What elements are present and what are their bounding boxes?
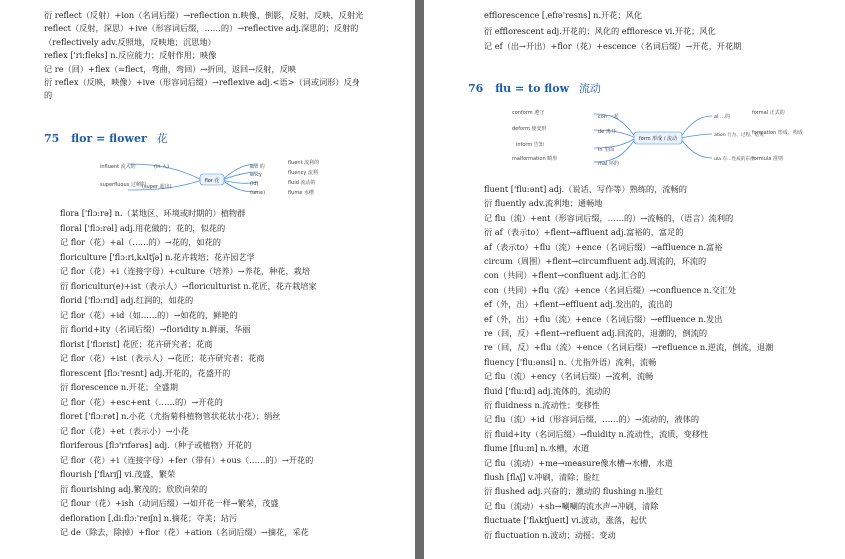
mindmap-right-5: formula 准则 — [752, 156, 783, 162]
text-line: reflect（反射，深思）+ive（形容词后缀，……的）→reflective adj.深思的；反射的 — [44, 23, 359, 34]
right-page — [424, 0, 845, 559]
text-line: flush [flʌʃ] v.冲刷，清除；脸红 — [484, 472, 600, 482]
text-line: 衍 fluently adv.流利地；通畅地 — [484, 198, 603, 209]
mindmap-left-1: deform 使变形 — [512, 126, 547, 132]
mindmap-left-3: (super 超出) — [142, 184, 172, 190]
text-line: 衍 reflect（反射）+ion（名词后缀）→reflection n.映像，倒影，反射，反映，反射光 — [44, 10, 364, 20]
text-line: efflorescence [ˌefɪə'resns] n.开花；风化 — [484, 10, 642, 20]
text-line: flora ['flɔ:rə] n.（某地区、环境或时期的）植物群 — [60, 208, 246, 218]
text-line: floret ['flɔ:rət] n.小花（尤指菊科植物管状花状小花）；绢丝 — [60, 411, 281, 421]
mindmap-right-3: formal 正式的 — [752, 110, 785, 116]
text-line: flourish ['flʌrɪʃ] vi.茂盛，繁荣 — [60, 469, 176, 479]
text-line: 衍 flourishing adj.繁茂的；欣欣向荣的 — [60, 483, 208, 494]
mindmap-left-0: influent 流入的 — [100, 164, 136, 170]
mindmap-center: flor 花 — [204, 178, 220, 184]
text-line: （reflectively adv.反照地，反映地；沉思地） — [44, 36, 216, 47]
text-line: fluctuate ['flʌktʃueɪt] vi.波动，涨落，起伏 — [484, 515, 647, 526]
mindmap-left-1: superfluous 过剩的 — [100, 182, 146, 188]
text-line: ef（外，出）+flent→effluent adj.发出的，流出的 — [484, 299, 673, 310]
text-line: fluent ['flu:ənt] adj.（说话、写作等）熟练的，流畅的 — [484, 184, 687, 194]
mindmap-right-1: ation 行为、过程、结果 — [714, 133, 764, 138]
text-line: reflex ['ri:fleks] n.反应能力；反射作用；映像 — [44, 50, 217, 61]
text-line: af（表示to）+flu（流）+ence（名词后缀）→affluence n.富裕 — [484, 241, 723, 252]
text-line: 记 flor（花）+ist（表示人）→花匠；花卉研究者；花商 — [60, 353, 265, 363]
mindmap-right-1: ency — [250, 172, 262, 178]
text-line: 衍 fluidness n.流动性；变移性 — [484, 400, 600, 410]
section-number: 76 — [468, 82, 484, 95]
text-line: 记 flu（流）+ency（名词后缀）→流利，流畅 — [484, 371, 654, 382]
mindmap-right-5: fluency 流利 — [288, 170, 318, 176]
text-line: 记 flor（花）+et（表示小）→小花 — [60, 425, 189, 436]
text-line: 衍 florescence n.开花；全盛期 — [60, 382, 178, 392]
flor-mindmap — [98, 158, 358, 202]
text-line: floriferous [flɔ'rɪfərəs] adj.（种子或植物）开花的 — [60, 440, 252, 450]
text-line: 衍 floricultur(e)+ist（表示人）→floriculturist n.花匠，花卉栽培家 — [60, 280, 317, 291]
text-line: 记 flor（花）+i（连接字母）+culture（培养）→养花，种花，栽培 — [60, 266, 311, 276]
text-line: ef（外，出）+flu（流）+ence（名词后缀）→effluence n.发出 — [484, 313, 723, 324]
mindmap-right-0: al …的 — [714, 114, 731, 120]
left-page — [0, 0, 415, 559]
mindmap-right-2: (id) — [250, 181, 259, 187]
mindmap-right-3: (ume) — [250, 190, 266, 196]
text-line: 衍 af（表示to）+flent→affluent adj.富裕的，富足的 — [484, 227, 684, 238]
mindmap-left-6: in 里面 — [598, 147, 615, 153]
text-line: floral ['flɔ:rəl] adj.用花做的；花的，似花的 — [60, 222, 226, 233]
text-line: circum（周围）+flent→circumfluent adj.周流的，环流的 — [484, 256, 707, 266]
mindmap-right-2: ula 有…性质的东西 — [714, 157, 755, 162]
text-line: 衍 reflex（反映，映像）+ive（形容词后缀）→reflexive adj.<语>（词或词形）反身 — [44, 77, 360, 87]
text-line: 衍 efflorescent adj.开花的；风化的 effloresce vi.开花；风化 — [484, 25, 716, 36]
text-line: 记 flu（流动）+sh→唰唰的流水声→冲刷，清除 — [484, 500, 659, 511]
mindmap-right-4: fluent 流利的 — [288, 160, 320, 166]
flu-mindmap — [512, 108, 803, 176]
text-line: floriculture ['flɔ:ri,kʌltʃə] n.花卉栽培；花卉园艺学 — [60, 251, 255, 262]
section-cn: 花 — [156, 132, 168, 145]
text-line: 的 — [44, 90, 53, 101]
text-line: 衍 fluid+ity（名词后缀）→fluidity n.流动性，流质，变移性 — [484, 428, 709, 439]
text-line: 记 de（除去，除掉）+flor（花）+ation（名词后缀）→摘花，采花 — [60, 527, 309, 537]
text-line: 记 flor（花）+i（连接字母）+fer（带有）+ous（……的）→开花的 — [60, 454, 314, 465]
text-line: 记 flor（花）+al（……的）→花的，如花的 — [60, 237, 221, 247]
text-line: fluency ['flu:ənsi] n.（尤指外语）流利，流畅 — [484, 356, 657, 367]
mindmap-left-0: conform 遵守 — [512, 110, 545, 116]
section-root: flu = to flow — [495, 82, 570, 95]
mindmap-left-7: mal 坏的 — [598, 161, 619, 167]
mindmap-left-4: con 一起 — [598, 114, 619, 120]
text-line: 记 ef（出→开出）+flor（花）+escence（名词后缀）→开花，开花期 — [484, 41, 742, 51]
mindmap-curve — [680, 138, 712, 158]
mindmap-curve — [680, 134, 712, 138]
text-line: 衍 flushed adj.兴奋的；激动的 flushing n.脸红 — [484, 486, 664, 497]
text-line: 记 flu（流）+ent（形容词后缀，……的）→流畅的，（语言）流利的 — [484, 212, 734, 223]
text-line: 衍 florid+ity（名词后缀）→floridity n.鲜丽，华丽 — [60, 324, 251, 334]
mindmap-curve — [680, 116, 712, 138]
text-line: florescent [flɔ:'resnt] adj.开花的，花盛开的 — [60, 367, 231, 378]
text-line: florist ['flɔrɪst] 花匠；花卉研究者；花商 — [60, 338, 213, 349]
text-line: fluid ['flu:ɪd] adj.流体的，流动的 — [484, 385, 611, 396]
section-75-title — [44, 130, 168, 146]
text-line: 记 flour（花）+ish（动词后缀）→如开花一样→繁荣，茂盛 — [60, 498, 279, 508]
text-line: 记 re（回）+flex（=flect，弯曲，弯回）→折回，返回→反射，反映 — [44, 63, 297, 74]
mindmap-center: form 形成 / 流动 — [638, 136, 678, 142]
text-line: re（回，反）+flent→refluent adj.回流的，退潮的，倒流的 — [484, 328, 708, 338]
text-line: con（共同）+flent→confluent adj.汇合的 — [484, 270, 646, 281]
section-76-title — [468, 80, 601, 96]
section-number: 75 — [44, 132, 60, 145]
mindmap-left-2: inform 告知 — [516, 142, 544, 148]
text-line: 记 flu（流）+id（形容词后缀，……的）→流动的，液体的 — [484, 414, 700, 425]
section-cn: 流动 — [578, 82, 601, 95]
text-line: 衍 fluctuation n.波动；动摇；变动 — [484, 529, 616, 540]
text-line: 记 flor（花）+id（如……的）→如花的，鲜艳的 — [60, 309, 238, 320]
mindmap-left-5: de 离开 — [598, 129, 616, 135]
mindmap-right-0: ent 的 — [250, 164, 265, 170]
text-line: defloration [ˌdi:flɔ:'reɪʃn] n.摘花；夺美；玷污 — [60, 512, 238, 523]
mindmap-right-4: formation 形成、构成 — [752, 130, 803, 136]
text-line: 记 flu（流动）+me→measure像水槽→水槽，水道 — [484, 457, 673, 468]
mindmap-right-6: fluid 流动的 — [288, 180, 316, 186]
text-line: flume [flu:m] n.水槽，水道 — [484, 443, 590, 454]
mindmap-left-2: (in 入) — [154, 164, 170, 170]
section-root: flor = flower — [71, 132, 147, 145]
mindmap-left-3: malformation 畸形 — [512, 156, 558, 162]
text-line: re（回，反）+flu（流）+ence（名词后缀）→refluence n.逆流，倒流，退潮 — [484, 342, 774, 353]
text-line: florid ['flɔ:rɪd] adj.红润的，如花的 — [60, 295, 194, 305]
text-line: 记 flor（花）+esc+ent（……的）→开花的 — [60, 396, 223, 407]
text-line: con（共同）+flu（流）+ence（名词后缀）→confluence n.交汇处 — [484, 284, 737, 295]
mindmap-right-7: flume 水槽 — [288, 190, 314, 196]
